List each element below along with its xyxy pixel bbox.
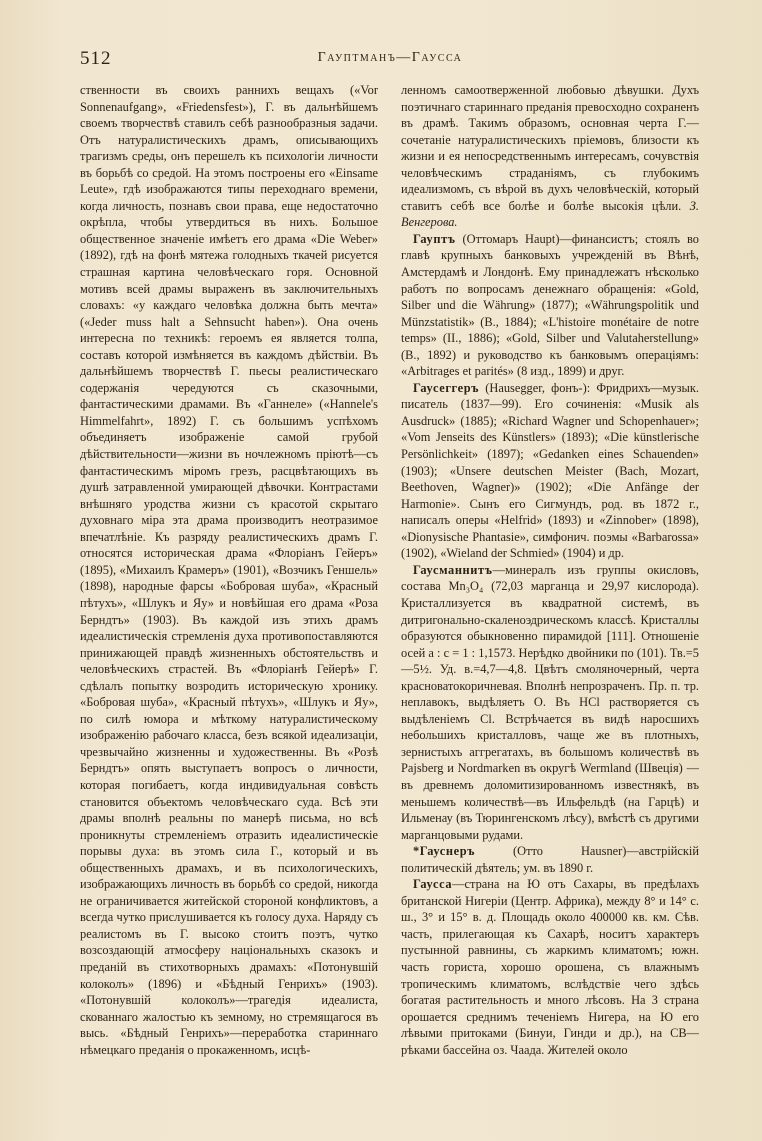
entry-term: Гаусса [413, 877, 453, 892]
article-text: ственности въ своихъ раннихъ вещахъ («Vor Sonnenaufgang», «Friedensfest»), Г. въ дальнѣйшемъ своемъ творчествѣ ставилъ себѣ разнообразныя задачи. Отъ натуралистическихъ драмъ, описывающихъ трагизмъ среды, онъ перешелъ къ психологіи личности въ борьбѣ со средой. На этомъ построены его «Einsame Leute», гдѣ изображаются типы переходнаго времени, когда личность, познавъ свои права, еще недостаточно окрѣпла, чтобы утвердиться въ нихъ. Большое общественное значеніе имѣетъ его драма «Die Weber» (1892), гдѣ на фонѣ мятежа голодныхъ ткачей рисуется страшная картина человѣческаго горя. Основной мотивъ всей драмы выраженъ въ заключительныхъ словахъ: «у каждаго человѣка должна быть мечта» («Jeder muss halt a Sehnsucht haben»). Она очень интересна по техникѣ: героемъ ея является толпа, составъ которой измѣняется въ каждомъ дѣйствіи. Въ дальнѣйшемъ творчествѣ Г. пьесы реалистическаго содержанія чередуются съ сказочными, фантастическими драмами. Въ «Ганнеле» («Hannele's Himmelfahrt», 1892) Г. съ большимъ успѣхомъ объединяетъ изображеніе самой грубой дѣйствительности—жизни въ ночлежномъ пріютѣ—съ фантастическимъ міромъ грезъ, расцвѣтающихъ въ душѣ затравленной умирающей дѣвочки. Контрастами внѣшняго уродства жизни съ красотой скрытаго духовнаго міра эта драма производитъ неотразимое впечатлѣніе. Къ разряду реалистическихъ драмъ Г. относятся историческая драма «Флоріанъ Гейеръ» (1895), «Михаилъ Крамеръ» (1901), «Возчикъ Геншель» (1898), народные фарсы «Бобровая шуба», «Красный пѣтухъ», «Шлукъ и Яу» и новѣйшая его драма «Роза Берндтъ» (1903). Въ каждой изъ этихъ драмъ идеалистическія стремленія духа противопоставляются принижающей правдѣ жизненныхъ обстоятельствъ и человѣческихъ страстей. Въ «Флоріанѣ Гейерѣ» Г. сдѣлалъ попытку возродить историческую хронику. «Бобровая шуба», «Красный пѣтухъ», «Шлукъ и Яу», по силѣ юмора и мѣткому натуралистическому изображенію рабочаго класса, безъ всякой идеализаціи, чрезвычайно жизненны и художественны. Въ «Розѣ Берндтъ» опять выступаетъ вопросъ о личности, которая погибаетъ, когда индивидуальная совѣсть становится объектомъ человѣческаго суда. Всѣ эти драмы вполнѣ реальны по манерѣ письма, но всѣ проникнуты стремленіемъ отразить идеалистическіе порывы духа: въ этомъ сила Г., который и въ общественныхъ драмахъ, и въ психологическихъ, изображающихъ личность въ борьбѣ со средой, никогда не ограничивается житейской стороной конфликтовъ, а всегда чутко прислушивается къ голосу духа. Наряду съ реалистомъ въ Г. высоко стоитъ поэтъ, чутко возсоздающій атмосферу національныхъ сказокъ и преданій въ стихотворныхъ драмахъ: «Потонувшій колоколъ» (1896) и «Бѣдный Генрихъ» (1903). «Потонувшій колоколъ»—трагедія идеалиста, скованнаго жалостью къ земному, но стремящагося въ высь. «Бѣдный Генрихъ»—переработка стариннаго нѣмецкаго преданія о прокаженномъ, исцѣ- [80, 83, 378, 1057]
running-head: Гауптманъ—Гаусса [317, 50, 463, 65]
entry-text: —страна на Ю отъ Сахары, въ предѣлахъ британской Нигеріи (Центр. Африка), между 8° и 14° с. ш., 3° и 15° в. д. Площадь около 400000 кв. км. Сѣв. часть, прилегающая къ Сахарѣ, носитъ характеръ пустынной равнины, съ жаркимъ климатомъ; южн. часть гориста, хорошо орошена, съ влажнымъ тропическимъ климатомъ, вслѣдствіе чего здѣсь богатая растительность и много лѣсовъ. На З страна орошается среднимъ теченіемъ Нигера, на Ю его лѣвыми притоками (Бинуи, Гинди и др.), на СВ—рѣками бассейна оз. Чаада. Жителей около [401, 877, 699, 1057]
entry-haupt [401, 231, 699, 380]
continuation-text: ленномъ самоотверженной любовью дѣвушки. Духъ поэтичнаго стариннаго преданія превосходно сохраненъ въ драмѣ. Такимъ образомъ, основная черта Г.—сочетаніе натуралистическихъ пріемовъ, близости къ жизни и ея непосредственнымъ интересамъ, сочувствія человѣческимъ страданіямъ, съ глубокимъ идеализмомъ, съ вѣрой въ духъ человѣческій, который ставитъ себѣ все болѣе и болѣе высокія цѣли. [401, 83, 699, 213]
entry-hausegger [401, 380, 699, 562]
entry-hausner [401, 843, 699, 876]
article-continuation [401, 82, 699, 231]
left-column [80, 82, 378, 1122]
entry-term: Гаусеггеръ [413, 380, 480, 395]
entry-text: —минералъ изъ группы окисловъ, состава Mn₃O₄ (72,03 марганца и 29,97 кислорода). Кристаллизуется въ квадратной системѣ, въ дитригонально-скаленоэдрическомъ классѣ. Кристаллы образуются обыкновенно пирамидой [111]. Отношеніе осей a : c = 1 : 1,1573. Нерѣдко двойники по (101). Тв.=5—5½. Уд. в.=4,7—4,8. Цвѣтъ смоляночерный, черта красноватокоричневая. Вполнѣ непрозраченъ. Пр. п. тр. неплавокъ, выдѣляетъ O. Въ HCl растворяется съ выдѣленіемъ Cl. Встрѣчается въ видѣ наросшихъ небольшихъ кристалловъ, чаще же въ плотныхъ, зернистыхъ аггрегатахъ, въ большомъ количествѣ въ Pajsberg и Nordmarken въ округѣ Wermland (Швеція) — въ древнемъ доломитизированномъ известнякѣ, въ меньшемъ количествѣ—въ Ильфельдѣ (на Гарцѣ) и Ильменау (въ Тюрингенскомъ лѣсу), вмѣстѣ съ другими марганцовыми рудами. [401, 562, 699, 842]
page-number: 512 [80, 48, 112, 69]
entry-term: Гауптъ [413, 231, 456, 246]
entry-text: (Отто Hausner)—австрійскій политическій дѣятель; ум. въ 1890 г. [401, 844, 699, 875]
entry-text: (Оттомаръ Haupt)—финансистъ; стоялъ во главѣ крупныхъ банковыхъ учрежденій въ Вѣнѣ, Амстердамѣ и Лондонѣ. Ему принадлежатъ нѣсколько работъ по вопросамъ денежнаго обращенія: «Gold, Silber und die Währung» (1877); «Währungspolitik und Münzstatistik» (B., 1884); «L'histoire monétaire de notre temps» (II., 1886); «Gold, Silber und Valutaherstellung» (B., 1892) и руководство къ банковымъ операціямъ: «Arbitrages et parités» (8 изд., 1899) и друг. [401, 231, 699, 379]
page-header [80, 48, 700, 72]
right-column [401, 82, 699, 1122]
entry-hausmannite [401, 562, 699, 843]
entry-term: Гаусманнитъ [413, 562, 493, 577]
entry-term: *Гауснеръ [413, 844, 476, 859]
entry-text: (Hausegger, фонъ-): Фридрихъ—музык. писатель (1837—99). Его сочиненія: «Musik als Ausdruck» (1885); «Richard Wagner und Schopenhauer»; «Vom Jenseits des Künstlers» (1893); «Die künstlerische Persönlichkeit» (1897); «Gedanken eines Schauenden» (1903); «Unsere deutschen Meister (Bach, Mozart, Beethoven, Wagner)» (1902); «Die Anfänge der Harmonie». Сынъ его Сигмундъ, род. въ 1872 г., написалъ оперы «Helfrid» (1893) и «Zinnober» (1898), «Dionysische Phantasie», симфонич. поэмы «Barbarossa» (1902), «Wieland der Schmied» (1904) и др. [401, 380, 699, 561]
author-signature: З. Венгерова. [401, 198, 699, 230]
entry-haussa [401, 876, 699, 1058]
